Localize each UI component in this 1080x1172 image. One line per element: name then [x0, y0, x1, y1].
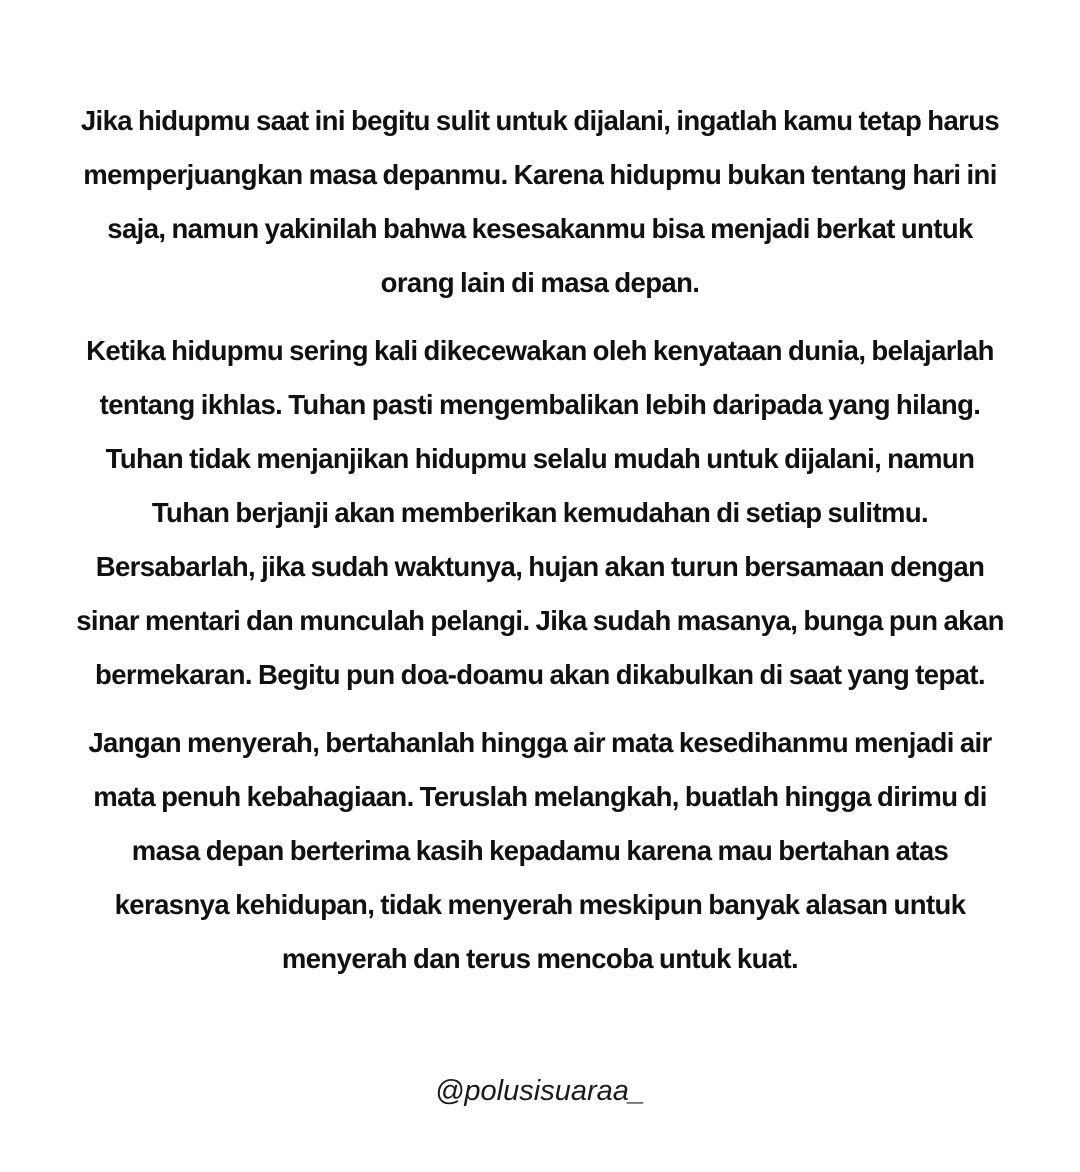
quote-paragraph-3: [30, 716, 1050, 986]
quote-line: saja, namun yakinilah bahwa kesesakanmu bisa menjadi berkat untuk: [107, 213, 973, 244]
author-handle: @polusisuaraa_: [434, 1075, 645, 1107]
paragraph-spacer: [30, 310, 1050, 324]
quote-line: tentang ikhlas. Tuhan pasti mengembalikan lebih daripada yang hilang.: [99, 389, 981, 420]
quote-line: Bersabarlah, jika sudah waktunya, hujan akan turun bersamaan dengan: [95, 551, 985, 582]
quote-line: Jangan menyerah, bertahanlah hingga air mata kesedihanmu menjadi air: [88, 727, 992, 758]
paragraph-spacer: [30, 702, 1050, 716]
quote-line: Tuhan tidak menjanjikan hidupmu selalu mudah untuk dijalani, namun: [105, 443, 975, 474]
quote-line: Tuhan berjanji akan memberikan kemudahan di setiap sulitmu.: [151, 497, 929, 528]
quote-paragraph-2: [30, 324, 1050, 702]
quote-line: Jika hidupmu saat ini begitu sulit untuk dijalani, ingatlah kamu tetap harus: [80, 105, 1000, 136]
quote-line: orang lain di masa depan.: [380, 267, 700, 298]
quote-line: memperjuangkan masa depanmu. Karena hidupmu bukan tentang hari ini: [83, 159, 997, 190]
quote-line: sinar mentari dan munculah pelangi. Jika sudah masanya, bunga pun akan: [76, 605, 1004, 636]
quote-paragraph-1: [30, 94, 1050, 310]
quote-line: masa depan berterima kasih kepadamu karena mau bertahan atas: [131, 835, 949, 866]
quote-line: menyerah dan terus mencoba untuk kuat.: [281, 943, 799, 974]
quote-line: mata penuh kebahagiaan. Teruslah melangkah, buatlah hingga dirimu di: [93, 781, 987, 812]
quote-line: bermekaran. Begitu pun doa-doamu akan dikabulkan di saat yang tepat.: [95, 659, 985, 690]
quote-line: kerasnya kehidupan, tidak menyerah meskipun banyak alasan untuk: [114, 889, 966, 920]
quote-body: [30, 94, 1050, 986]
quote-line: Ketika hidupmu sering kali dikecewakan oleh kenyataan dunia, belajarlah: [86, 335, 994, 366]
